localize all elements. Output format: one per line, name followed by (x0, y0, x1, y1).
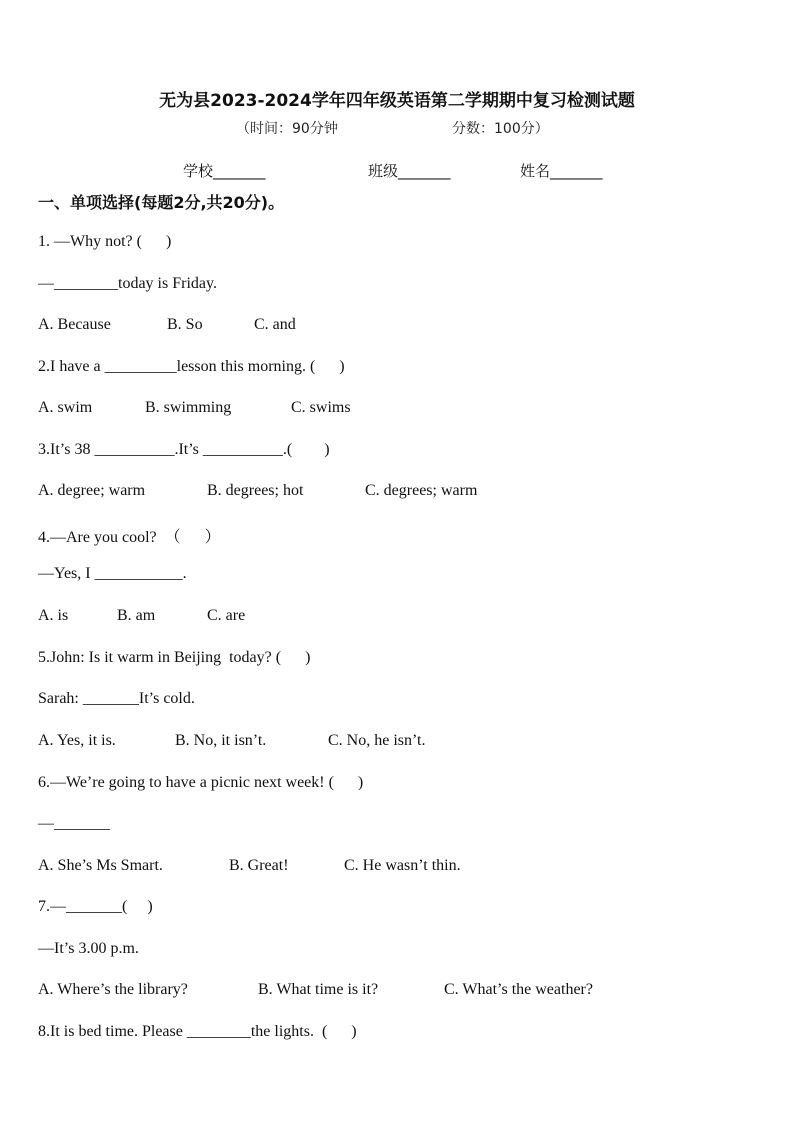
option-c: C. No, he isn’t. (328, 732, 426, 749)
option-a: A. is (38, 607, 69, 624)
option-a: A. Where’s the library? (38, 981, 188, 998)
option-b: B. Great! (229, 857, 289, 874)
question-line: —It’s 3.00 p.m. (38, 940, 139, 957)
option-a: A. Because (38, 316, 111, 333)
option-a: A. She’s Ms Smart. (38, 857, 163, 874)
page-title: 无为县2023-2024学年四年级英语第二学期期中复习检测试题 (159, 91, 635, 111)
question-line: Sarah: _______It’s cold. (38, 690, 195, 707)
question-stem: 5.John: Is it warm in Beijing today? ( ) (38, 649, 311, 666)
question-line: —_______ (38, 815, 110, 832)
option-a: A. Yes, it is. (38, 732, 116, 749)
question-stem: 3.It’s 38 __________.It’s __________.( ) (38, 441, 330, 458)
name-field: 姓名_______ (520, 162, 603, 180)
question-stem: 6.—We’re going to have a picnic next week! ( ) (38, 774, 364, 791)
exam-score: 分数：100分） (452, 121, 549, 137)
question-stem: 2.I have a _________lesson this morning. ( ) (38, 358, 345, 375)
question-line: —Yes, I ___________. (38, 565, 187, 582)
option-c: C. He wasn’t thin. (344, 857, 461, 874)
option-b: B. What time is it? (258, 981, 379, 998)
option-a: A. swim (38, 399, 93, 416)
question-stem: 7.—_______( ) (38, 898, 153, 915)
option-b: B. am (117, 607, 156, 624)
question-stem: 1. —Why not? ( ) (38, 233, 172, 250)
option-b: B. No, it isn’t. (175, 732, 267, 749)
exam-time: （时间：90分钟 (236, 121, 338, 137)
option-c: C. What’s the weather? (444, 981, 593, 998)
question-stem: 8.It is bed time. Please ________the lights. ( ) (38, 1023, 357, 1040)
question-stem: 4.—Are you cool? （ ） (38, 529, 221, 546)
option-c: C. and (254, 316, 296, 333)
question-line: —________today is Friday. (38, 275, 217, 292)
option-b: B. So (167, 316, 203, 333)
section-heading: 一、单项选择(每题2分,共20分)。 (38, 193, 285, 212)
option-c: C. degrees; warm (365, 482, 478, 499)
option-a: A. degree; warm (38, 482, 146, 499)
option-b: B. swimming (145, 399, 232, 416)
option-c: C. are (207, 607, 246, 624)
option-b: B. degrees; hot (207, 482, 304, 499)
option-c: C. swims (291, 399, 351, 416)
class-field: 班级_______ (368, 162, 451, 180)
school-field: 学校_______ (183, 162, 266, 180)
